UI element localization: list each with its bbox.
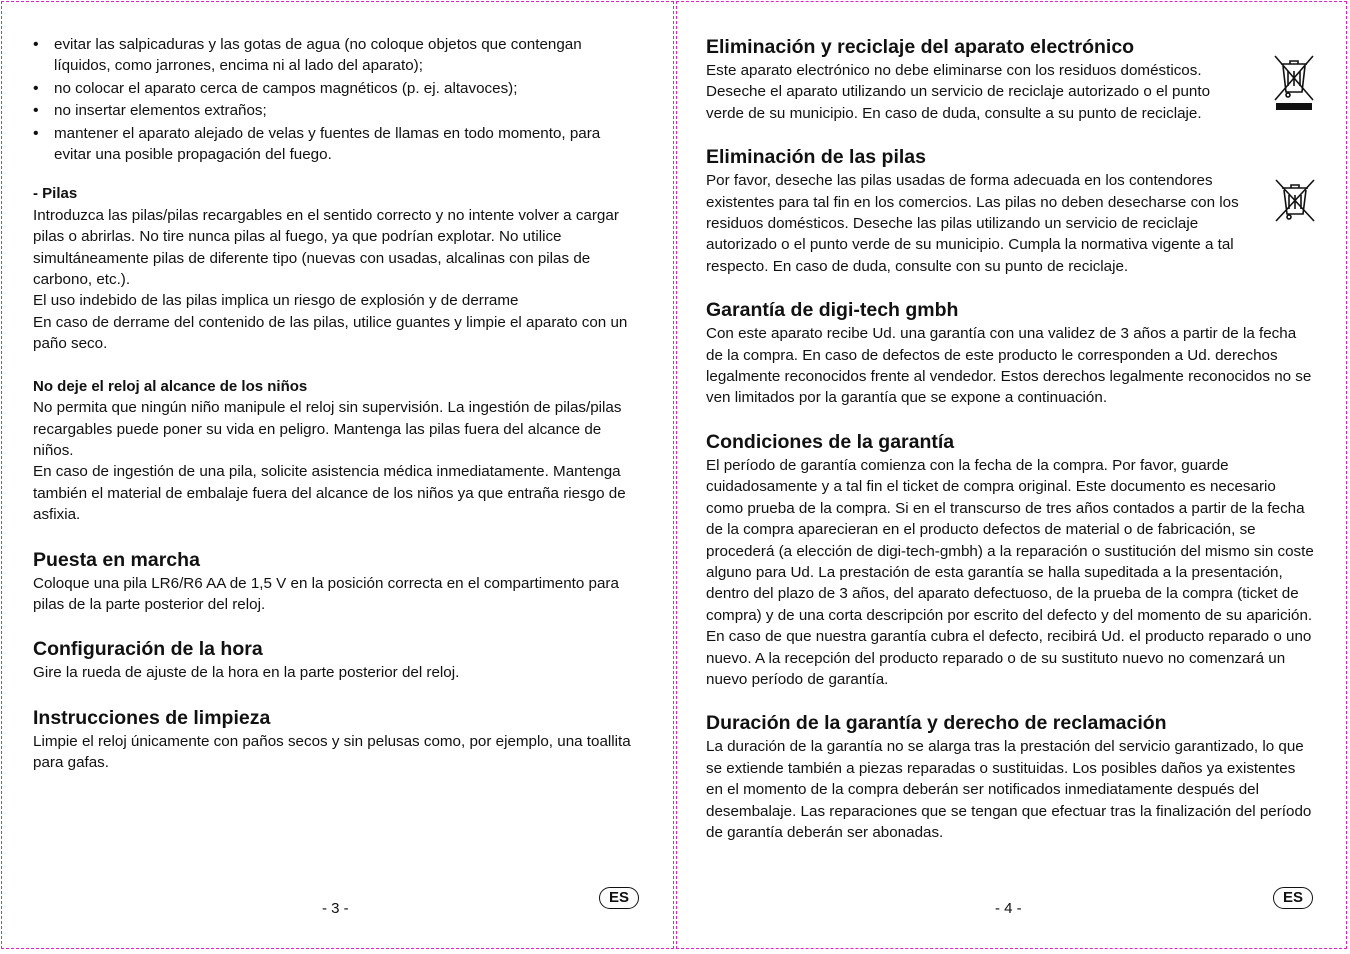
page-right-content — [706, 34, 1314, 843]
ninos-heading: No deje el reloj al alcance de los niños — [33, 377, 308, 395]
section-body: Por favor, deseche las pilas usadas de forma adecuada en los contendores existentes para tal fin en los comercios. Las pilas no deben desecharse con los residuos domésticos. Deseche las pilas utilizando un servicio de reciclaje autorizado o el punto verde de su municipio. Cumpla la normativa vigente a tal respecto. En caso de duda, consulte con su punto de reciclaje. — [706, 172, 1239, 275]
language-badge: ES — [1273, 887, 1313, 909]
page-left — [1, 1, 674, 949]
ninos-paragraph: No permita que ningún niño manipule el reloj sin supervisión. La ingestión de pilas/pilas recargables puede poner su vida en peligro. Mantenga las pilas fuera del alcance de niños. — [33, 399, 622, 459]
section-eliminacion-aparato — [706, 34, 1314, 124]
safety-bullet-list — [33, 34, 639, 165]
section-configuracion — [33, 636, 639, 683]
list-item: • mantener el aparato alejado de velas y fuentes de llamas en todo momento, para evitar una posible propagación del fuego. — [33, 123, 639, 166]
section-body: Con este aparato recibe Ud. una garantía con una validez de 3 años a partir de la fecha de la compra. En caso de defectos de este producto le corresponden a Ud. derechos legalmente reconocidos frente al vendedor. Estos derechos legalmente reconocidos no se ven limitados por la garantía que se expone a continuación. — [706, 325, 1312, 407]
section-title: Puesta en marcha — [33, 548, 200, 571]
section-body: Gire la rueda de ajuste de la hora en la parte posterior del reloj. — [33, 664, 460, 682]
section-limpieza — [33, 705, 639, 774]
weee-bin-icon — [1273, 54, 1315, 112]
section-title: Garantía de digi-tech gmbh — [706, 299, 959, 322]
page-left-content — [33, 34, 639, 774]
section-body: Coloque una pila LR6/R6 AA de 1,5 V en la posición correcta en el compartimento para pilas de la parte posterior del reloj. — [33, 574, 619, 613]
pilas-paragraph: Introduzca las pilas/pilas recargables en el sentido correcto y no intente volver a cargar pilas o abrirlas. No tire nunca pilas al fuego, ya que podrían explotar. No utilice simultáneamente pilas de diferente tipo (nuevas con usadas, alcalinas con pilas de carbono, etc.). — [33, 206, 619, 289]
list-item: • no colocar el aparato cerca de campos magnéticos (p. ej. altavoces); — [33, 78, 639, 99]
pilas-paragraph: El uso indebido de las pilas implica un riesgo de explosión y de derrame — [33, 292, 519, 310]
section-title: Eliminación de las pilas — [706, 146, 926, 169]
section-title: Duración de la garantía y derecho de reclamación — [706, 712, 1167, 735]
section-title: Instrucciones de limpieza — [33, 706, 271, 729]
section-duracion — [706, 710, 1314, 843]
section-body: Este aparato electrónico no debe eliminarse con los residuos domésticos. Deseche el aparato utilizando un servicio de reciclaje autorizado o el punto verde de su municipio. En caso de duda, consulte a su punto de reciclaje. — [706, 62, 1211, 122]
pilas-paragraph: En caso de derrame del contenido de las pilas, utilice guantes y limpie el aparato con un paño seco. — [33, 313, 628, 353]
section-title: Configuración de la hora — [33, 638, 263, 661]
section-title: Condiciones de la garantía — [706, 430, 955, 453]
section-garantia — [706, 297, 1314, 409]
section-body: La duración de la garantía no se alarga tras la prestación del servicio garantizado, lo que se extiende también a piezas reparadas o sustituidas. Los posibles daños ya existentes en el momento de la compra deberán ser notificados inmediatamente después del desembalaje. Las reparaciones que se tengan que efectuar tras la finalización del período de garantía deberán ser abonadas. — [706, 738, 1312, 841]
pilas-heading: - Pilas — [33, 185, 78, 203]
section-body: El período de garantía comienza con la fecha de la compra. Por favor, guarde cuidadosamente y a tal fin el ticket de compra original. Este documento es necesario como prueba de la compra. Si en el transcurso de tres años contados a partir de la fecha de la compra aparecieran en el producto defectos de material o de fabricación, se procederá (a elección de digi-tech-gmbh) a la reparación o sustitución del mismo sin coste alguno para Ud. La prestación de esta garantía se halla supeditada a la presentación, dentro del plazo de 3 años, del aparato defectuoso, de la prueba de la compra (ticket de compra) y de una corta descripción por escrito del defecto y del momento de su aparición. En caso de que nuestra garantía cubra el defecto, recibirá Ud. el producto reparado o uno nuevo. A la recepción del producto reparado o de su sustituto nuevo no comenzará un nuevo período de garantía. — [706, 456, 1314, 688]
ninos-paragraph: En caso de ingestión de una pila, solicite asistencia médica inmediatamente. Mantenga también el material de embalaje fuera del alcance de los niños ya que entraña riesgo de asfixia. — [33, 463, 626, 524]
battery-bin-icon — [1274, 178, 1316, 222]
list-item: • no insertar elementos extraños; — [33, 100, 639, 121]
page-number: - 3 - — [322, 900, 349, 917]
section-puesta — [33, 547, 639, 616]
page-right — [676, 1, 1347, 949]
section-condiciones — [706, 429, 1314, 690]
section-title: Eliminación y reciclaje del aparato electrónico — [706, 36, 1135, 58]
language-badge: ES — [599, 887, 639, 909]
list-item: • evitar las salpicaduras y las gotas de agua (no coloque objetos que contengan líquidos, como jarrones, encima ni al lado del aparato); — [33, 34, 639, 77]
section-body: Limpie el reloj únicamente con paños secos y sin pelusas como, por ejemplo, una toallita para gafas. — [33, 732, 631, 772]
section-eliminacion-pilas — [706, 144, 1314, 277]
page-number: - 4 - — [995, 900, 1022, 917]
